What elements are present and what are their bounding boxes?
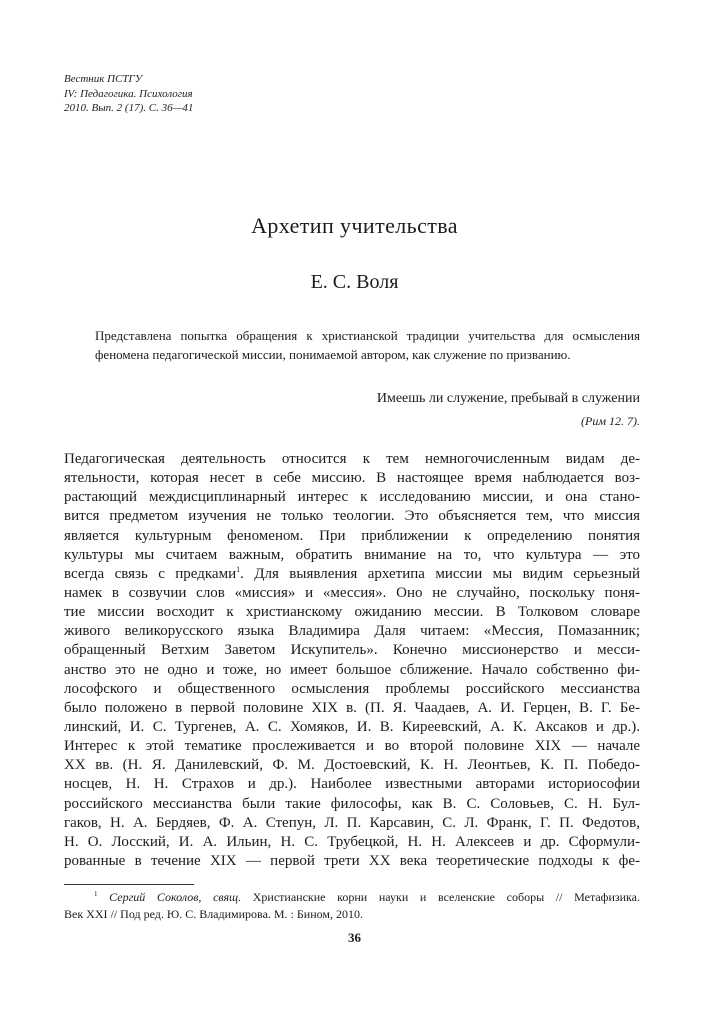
body-line: гаков, Н. А. Бердяев, Ф. А. Степун, Л. П. Карсавин, С. Л. Франк, Г. П. Федотов, xyxy=(64,814,640,831)
body-line: намек в созвучии слов «миссия» и «мессия». Оно не случайно, поскольку поня- xyxy=(64,584,640,601)
body-line-part: всегда связь с предками xyxy=(64,565,237,582)
epigraph-source: (Рим 12. 7). xyxy=(581,414,640,428)
body-line: рованные в течение XIX — первой трети XX века теоретические подходы к фе- xyxy=(64,852,640,869)
footnote xyxy=(64,889,640,923)
body-line-with-footnote xyxy=(64,565,640,584)
body-line: культуры мы считаем важным, обратить внимание на то, что культура — это xyxy=(64,546,640,563)
body-text xyxy=(64,450,640,871)
body-line: российского мессианства были такие философы, как В. С. Соловьев, С. Н. Бул- xyxy=(64,795,640,812)
footnote-divider xyxy=(64,884,194,885)
journal-issue: 2010. Вып. 2 (17). С. 36—41 xyxy=(64,102,194,114)
body-line: вится предметом изучения не только теологии. Это объясняется тем, что миссия xyxy=(64,508,640,525)
body-line: XX вв. (Н. Я. Данилевский, Ф. М. Достоевский, К. Н. Леонтьев, К. П. Победо- xyxy=(64,757,640,774)
article-title: Архетип учительства xyxy=(251,213,458,238)
abstract xyxy=(95,327,640,364)
body-line: тие миссии восходит к христианскому ожиданию мессии. В Толковом словаре xyxy=(64,604,640,621)
body-line: Н. О. Лосский, И. А. Ильин, Н. С. Трубецкой, Н. Н. Алексеев и др. Сформули- xyxy=(64,833,640,850)
body-line: было положено в первой половине XIX в. (П. Я. Чаадаев, А. И. Герцен, В. Г. Бе- xyxy=(64,699,640,716)
page-number: 36 xyxy=(348,930,361,945)
body-line: ятельности, которая несет в себе миссию. В настоящее время наблюдается воз- xyxy=(64,470,640,487)
footnote-line: Век XXI // Под ред. Ю. С. Владимирова. М. : Бином, 2010. xyxy=(64,907,363,921)
footnote-marker: 1 xyxy=(94,890,98,898)
epigraph-text: Имеешь ли служение, пребывай в служении xyxy=(376,391,640,406)
journal-series: IV: Педагогика. Психология xyxy=(64,87,193,100)
body-line: носцев, Н. Н. Страхов и др.). Наиболее известными авторами историософии xyxy=(64,776,640,793)
footnote-author: Сергий Соколов, свящ. xyxy=(109,890,242,904)
footnote-text: Христианские корни науки и вселенские соборы // Метафизика. xyxy=(241,890,641,904)
body-line: живого великорусского языка Владимира Даля читаем: «Мессия, Помазанник; xyxy=(64,623,640,640)
body-line: Интерес к этой тематике прослеживается и во второй половине XIX — начале xyxy=(64,738,640,755)
body-line: линский, И. С. Тургенев, А. С. Хомяков, И. В. Киреевский, А. К. Аксаков и др.). xyxy=(64,718,640,735)
body-line: лософского и общественного осмысления проблемы российского мессианства xyxy=(64,680,640,697)
abstract-line: феномена педагогической миссии, понимаемой автором, как служение по призванию. xyxy=(95,346,571,362)
body-line: анство это не одно и тоже, но имеет большое сближение. Начало собственно фи- xyxy=(64,661,640,678)
article-author: Е. С. Воля xyxy=(310,271,399,293)
epigraph xyxy=(377,390,640,429)
body-line-part: . Для выявления архетипа миссии мы видим серьезный xyxy=(240,565,640,582)
body-line: обращенный Ветхим Заветом Искупитель». Конечно миссионерство и месси- xyxy=(64,642,640,659)
body-line: растающий междисциплинарный интерес к исследованию миссии, и она стано- xyxy=(64,489,640,506)
body-line: является культурным феноменом. При приближении к определению понятия xyxy=(64,527,640,544)
journal-header xyxy=(64,72,193,116)
abstract-line: Представлена попытка обращения к христианской традиции учительства для осмысления xyxy=(95,328,640,343)
body-line: Педагогическая деятельность относится к тем немногочисленным видам де- xyxy=(64,451,640,467)
footnote-line xyxy=(64,889,640,906)
footnote-ref[interactable]: 1 xyxy=(236,564,241,574)
journal-name: Вестник ПСТГУ xyxy=(64,73,143,85)
